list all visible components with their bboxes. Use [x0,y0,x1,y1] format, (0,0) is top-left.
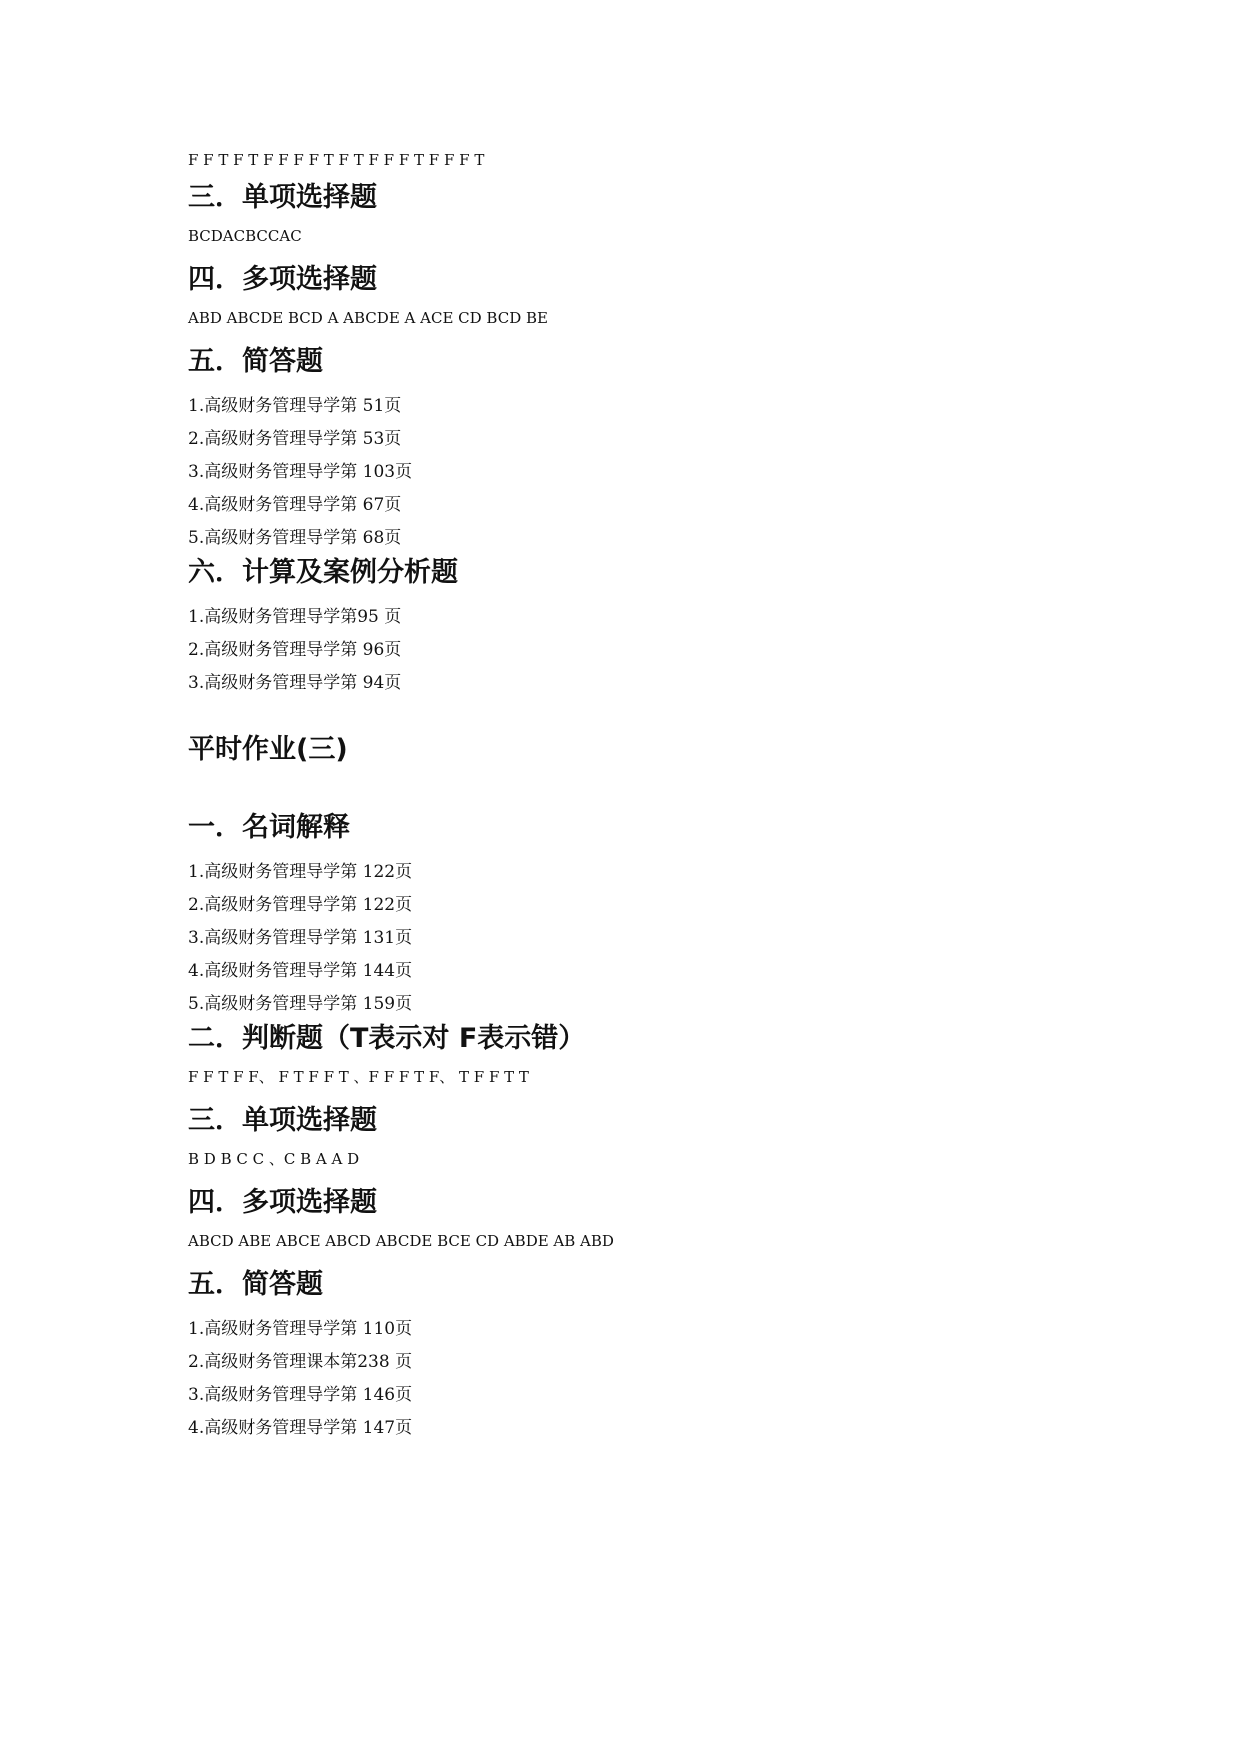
multi-choice-answers: ABCD ABE ABCE ABCD ABCDE BCE CD ABDE AB ABD [188,1232,614,1250]
section-heading-single-choice: 三．单项选择题 [188,1105,377,1136]
list-item: 2.高级财务管理导学第 96页 [188,640,402,660]
multi-choice-answers: ABD ABCDE BCD A ABCDE A ACE CD BCD BE [188,309,548,327]
document-page [188,150,1088,1445]
list-item: 1.高级财务管理导学第 51页 [188,396,402,416]
single-choice-answers: B D B C C 、C B A A D [188,1150,360,1168]
section-heading-multi-choice: 四．多项选择题 [188,264,377,295]
section-heading-terms: 一．名词解释 [188,812,350,843]
list-item: 3.高级财务管理导学第 146页 [188,1385,413,1405]
list-item: 3.高级财务管理导学第 103页 [188,462,413,482]
list-item: 1.高级财务管理导学第 110页 [188,1319,413,1339]
section-heading-multi-choice: 四．多项选择题 [188,1187,377,1218]
list-item: 4.高级财务管理导学第 144页 [188,961,413,981]
list-item: 4.高级财务管理导学第 67页 [188,495,402,515]
single-choice-answers: BCDACBCCAC [188,227,302,245]
list-item: 3.高级财务管理导学第 131页 [188,928,413,948]
list-item: 5.高级财务管理导学第 68页 [188,528,402,548]
tf-answers: F F T F F、 F T F F T 、F F F T F、 T F F T T [188,1068,529,1086]
case-analysis-list [188,601,1088,700]
short-answer-list [188,390,1088,555]
list-item: 5.高级财务管理导学第 159页 [188,994,413,1014]
list-item: 2.高级财务管理课本第238 页 [188,1352,413,1372]
list-item: 2.高级财务管理导学第 53页 [188,429,402,449]
terms-list [188,856,1088,1021]
list-item: 3.高级财务管理导学第 94页 [188,673,402,693]
list-item: 1.高级财务管理导学第 122页 [188,862,413,882]
section-heading-case-analysis: 六．计算及案例分析题 [188,557,458,588]
section-heading-true-false: 二．判断题（T表示对 F表示错） [188,1023,586,1054]
list-item: 4.高级财务管理导学第 147页 [188,1418,413,1438]
list-item: 2.高级财务管理导学第 122页 [188,895,413,915]
list-item: 1.高级财务管理导学第95 页 [188,607,402,627]
section-heading-short-answer: 五．简答题 [188,346,323,377]
short-answer-list [188,1313,1088,1445]
assignment-title: 平时作业(三) [188,734,348,765]
tf-answers: F F T F T F F F F T F T F F F T F F F T [188,151,485,169]
section-heading-short-answer: 五．简答题 [188,1269,323,1300]
section-heading-single-choice: 三．单项选择题 [188,182,377,213]
